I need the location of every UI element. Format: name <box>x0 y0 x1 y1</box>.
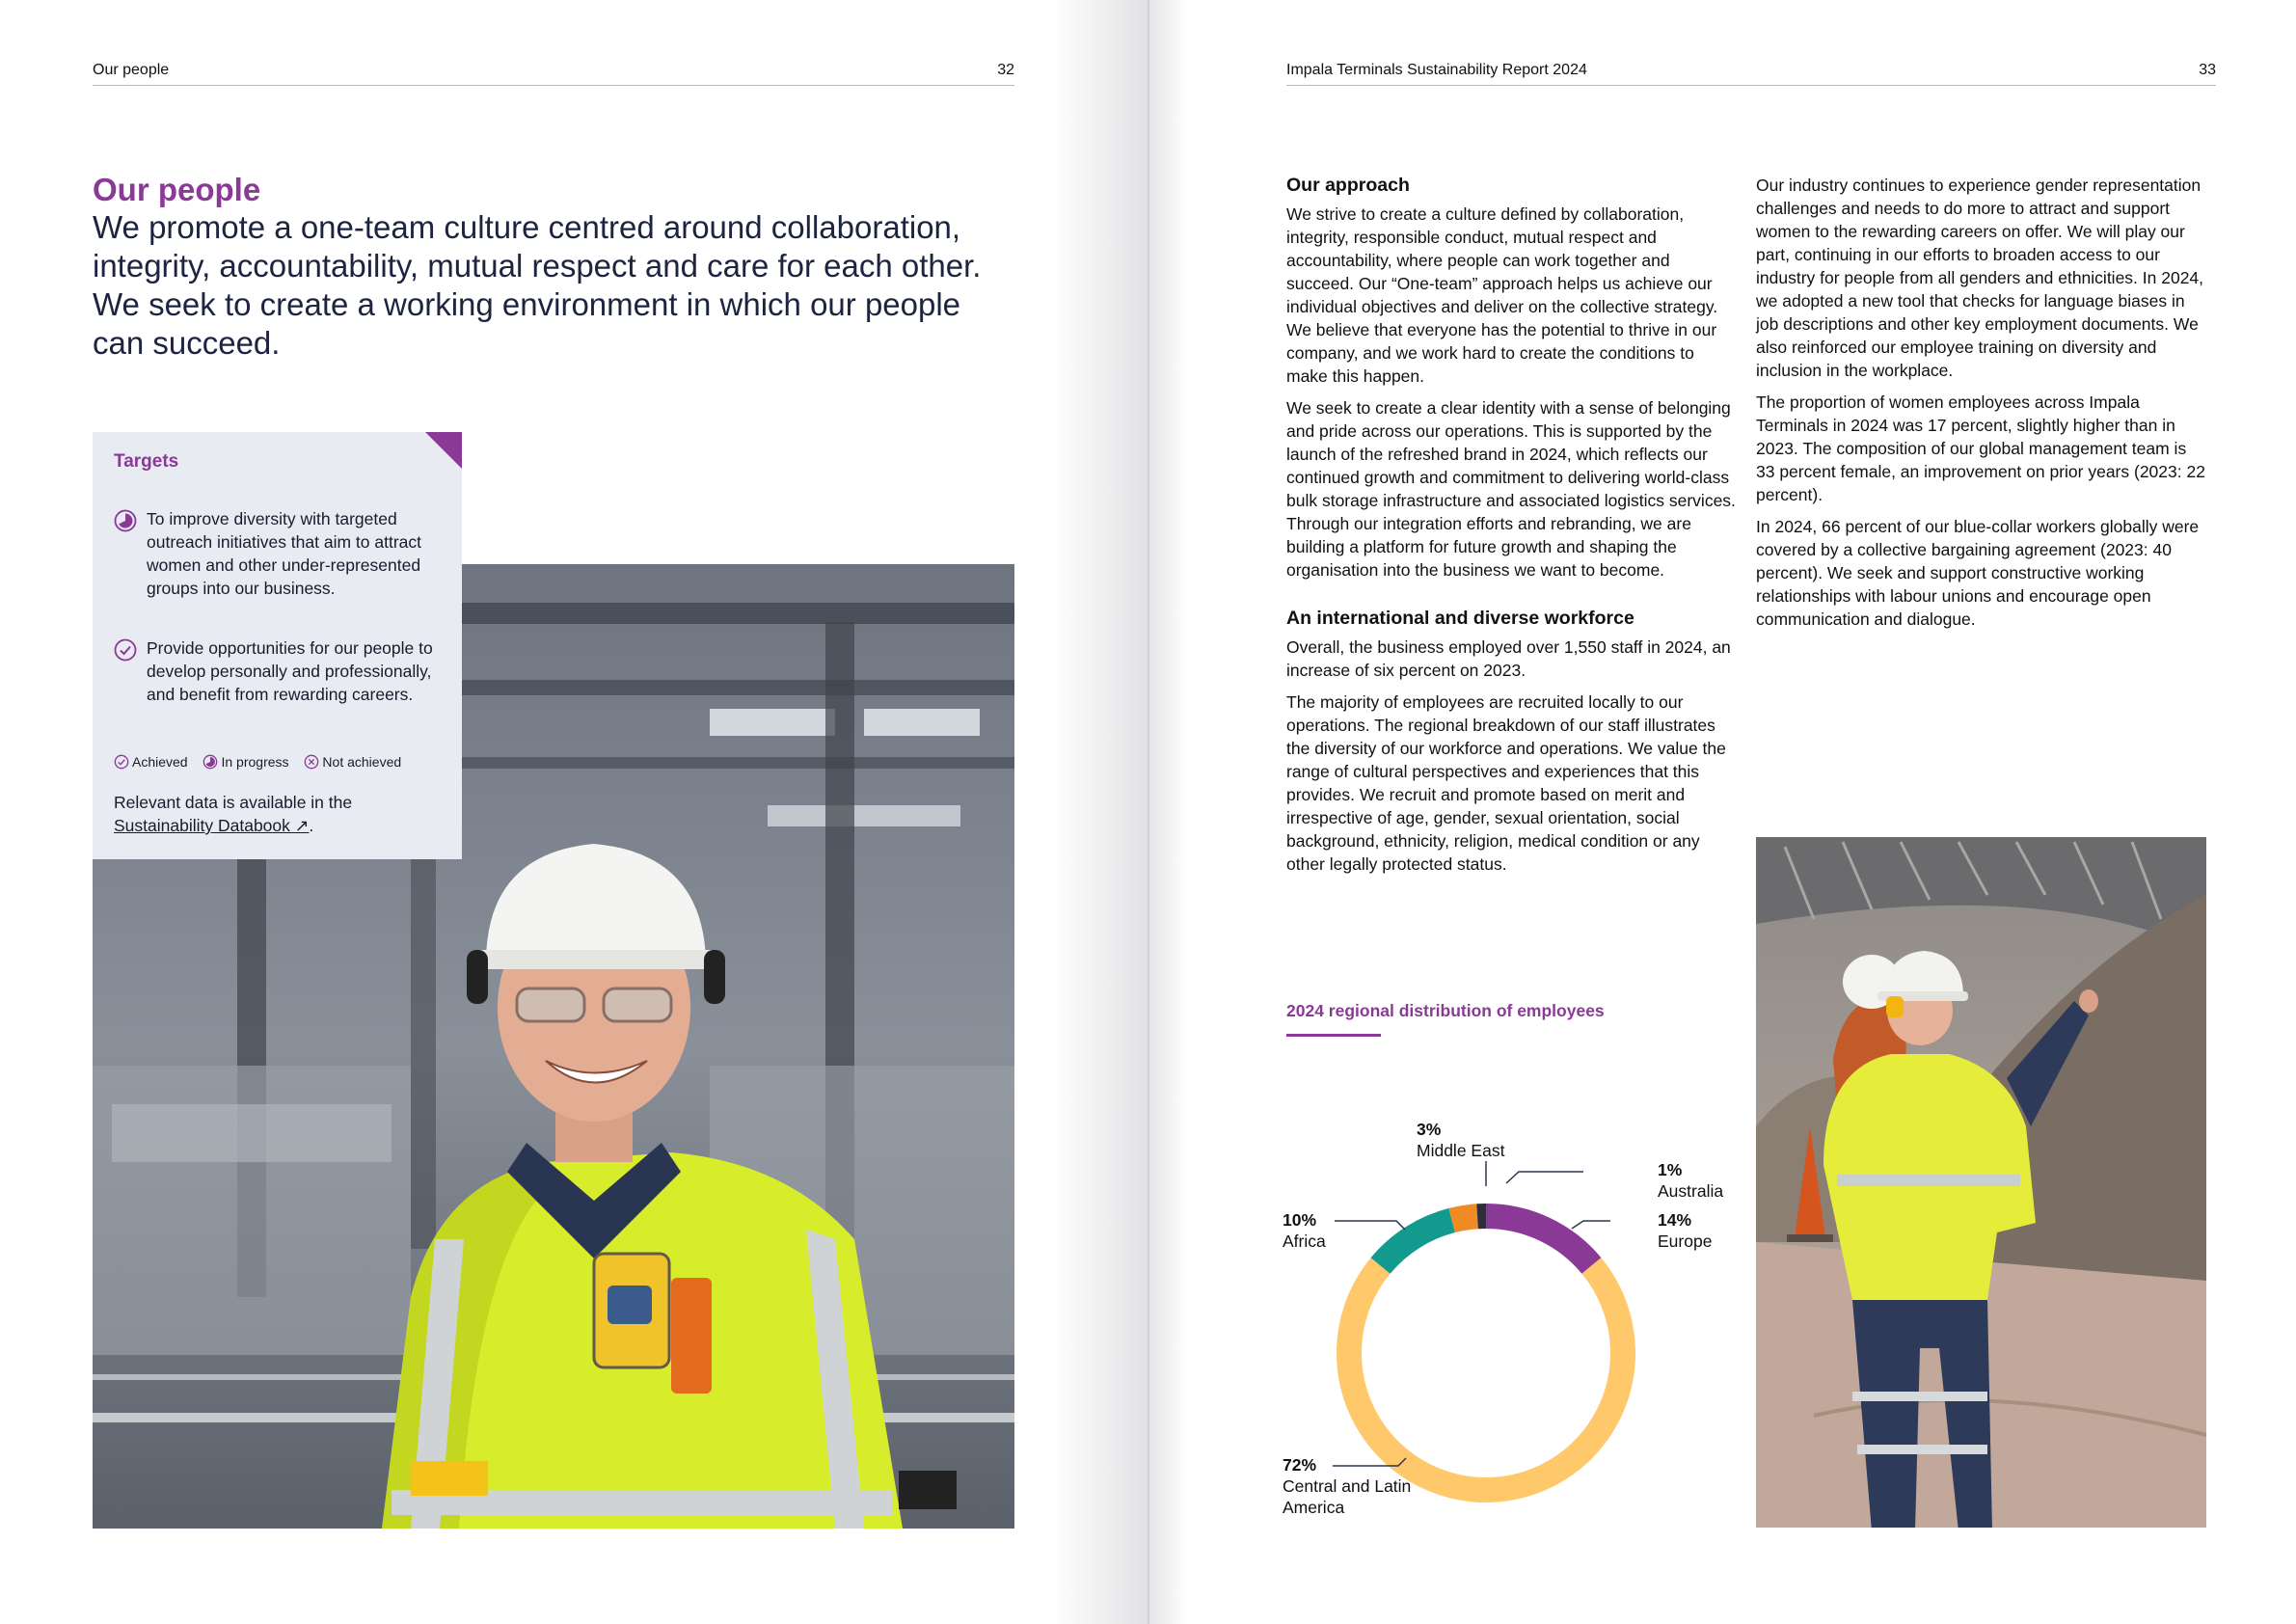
leader-line-europe <box>1572 1221 1610 1229</box>
donut-slice-europe <box>1486 1216 1591 1265</box>
donut-slice-africa <box>1381 1220 1452 1265</box>
not-achieved-icon <box>304 754 319 770</box>
in-progress-icon <box>203 754 218 770</box>
paragraph: The proportion of women employees across Impala Terminals in 2024 was 17 percent, slightly higher than in 2023. The composition of our global management team is 33 percent female, an improvement on prior years (2023: 22 percent). <box>1756 392 2205 504</box>
label-category: Middle East <box>1417 1141 1505 1160</box>
workers-photo <box>1756 837 2206 1528</box>
target-text: To improve diversity with targeted outreach initiatives that aim to attract women and other under-represented groups into our business. <box>147 509 421 598</box>
label-africa <box>1283 1209 1326 1252</box>
label-value: 14% <box>1658 1210 1692 1230</box>
workforce-heading: An international and diverse workforce <box>1286 608 1634 629</box>
donut-slice-middle-east <box>1452 1216 1477 1220</box>
targets-heading: Targets <box>114 451 179 472</box>
label-middle-east <box>1417 1119 1504 1161</box>
target-text: Provide opportunities for our people to develop personally and professionally, and benefit from rewarding careers. <box>147 638 433 704</box>
intro-statement: We promote a one-team culture centred around collaboration, integrity, accountability, mutual respect and care for each other. We seek to create a working environment in which our people can succeed. <box>93 209 982 361</box>
achieved-icon <box>114 638 137 662</box>
label-value: 3% <box>1417 1120 1442 1139</box>
running-head-left <box>93 62 1014 86</box>
label-europe <box>1658 1209 1712 1252</box>
achieved-icon <box>114 754 129 770</box>
sustainability-databook-link[interactable]: Sustainability Databook ↗ <box>114 816 310 835</box>
paragraph: In 2024, 66 percent of our blue-collar workers globally were covered by a collective bargaining agreement (2023: 40 percent). We seek and support constructive working relationships with labour unions and encourage open communication and dialogue. <box>1756 517 2200 629</box>
column-2 <box>1756 174 2209 639</box>
paragraph: Our industry continues to experience gender representation challenges and needs to do more to attract and support women to the rewarding careers on offer. We will play our part, continuing in our efforts to broaden access to our industry for people from all genders and ethnicities. In 2024, we adopted a new tool that checks for language biases in job descriptions and other key employment documents. We also reinforced our employee training on diversity and inclusion in the workplace. <box>1756 176 2204 380</box>
legend-in-progress: In progress <box>203 754 288 770</box>
label-category: Australia <box>1658 1181 1724 1201</box>
label-value: 10% <box>1283 1210 1317 1230</box>
leader-line-australia <box>1506 1172 1583 1183</box>
status-legend <box>114 754 413 770</box>
label-australia <box>1658 1159 1723 1202</box>
page-number: 33 <box>2199 62 2216 78</box>
paragraph: We seek to create a clear identity with a sense of belonging and pride across our operations. This is supported by the launch of the refreshed brand in 2024, which reflects our continued growth and commitment to delivering world-class bulk storage infrastructure and associated logistics services. Through our integration efforts and rebranding, we are building a platform for future growth and shaping the organisation into the business we want to become. <box>1286 398 1736 580</box>
running-head-title: Our people <box>93 62 170 78</box>
leader-line-africa <box>1335 1221 1405 1230</box>
relevant-suffix: . <box>309 816 314 835</box>
page-number: 32 <box>997 62 1014 78</box>
report-title: Impala Terminals Sustainability Report 2024 <box>1286 62 1587 78</box>
approach-heading: Our approach <box>1286 175 1410 196</box>
targets-corner-accent <box>425 432 462 469</box>
gutter-shadow <box>1149 0 1188 1624</box>
chart-title: 2024 regional distribution of employees <box>1286 1001 1605 1020</box>
label-category: Central and Latin America <box>1283 1476 1412 1517</box>
label-central-latin-america <box>1283 1454 1427 1518</box>
column-1 <box>1286 174 1740 884</box>
in-progress-icon <box>114 509 137 532</box>
label-value: 1% <box>1658 1160 1683 1179</box>
label-value: 72% <box>1283 1455 1317 1475</box>
label-category: Africa <box>1283 1232 1326 1251</box>
paragraph: The majority of employees are recruited locally to our operations. The regional breakdown of our staff illustrates the diversity of our workforce and operations. We value the range of cultural perspectives and experiences that this provides. We recruit and promote based on merit and irrespective of age, gender, sexual orientation, social background, ethnicity, religion, medical condition or any other legally protected status. <box>1286 692 1726 874</box>
paragraph: Overall, the business employed over 1,550 staff in 2024, an increase of six percent on 2023. <box>1286 637 1731 680</box>
relevant-prefix: Relevant data is available in the <box>114 793 353 812</box>
legend-achieved: Achieved <box>114 754 188 770</box>
relevant-data-note <box>114 791 442 837</box>
paragraph: We strive to create a culture defined by collaboration, integrity, responsible conduct, mutual respect and accountability, where people can work together and succeed. Our “One-team” approach helps us achieve our individual objectives and deliver on the collective strategy. We believe that everyone has the potential to thrive in our company, and we work hard to create the conditions to make this happen. <box>1286 204 1718 386</box>
targets-panel <box>93 432 462 859</box>
running-head-right <box>1286 62 2216 86</box>
chart-title-underline <box>1286 1034 1381 1037</box>
label-category: Europe <box>1658 1232 1713 1251</box>
gutter-shadow <box>1051 0 1149 1624</box>
section-title: Our people <box>93 172 261 207</box>
legend-not-achieved: Not achieved <box>304 754 401 770</box>
